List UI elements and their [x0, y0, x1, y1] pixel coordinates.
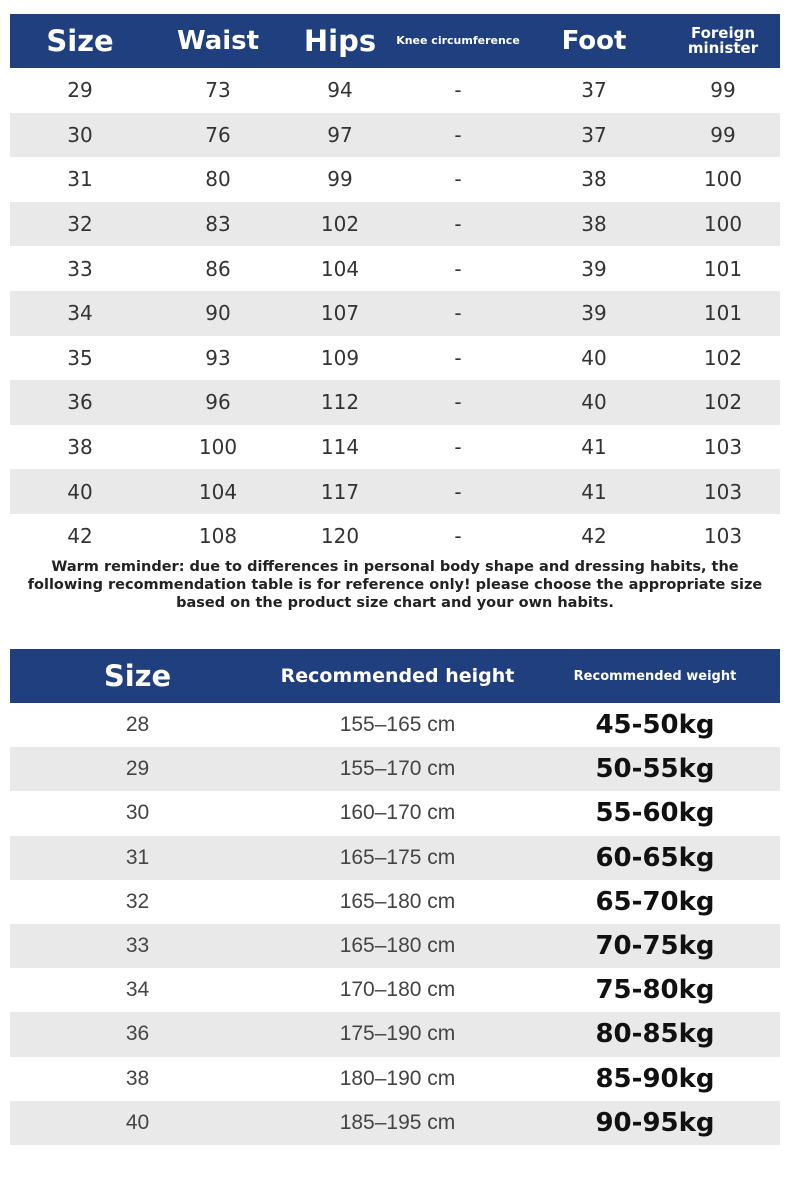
cell-size: 31	[125, 845, 150, 869]
table-row	[10, 968, 780, 1012]
cell-weight: 70-75kg	[595, 931, 715, 962]
table-row	[10, 924, 780, 968]
cell-waist: 73	[205, 78, 231, 103]
cell-foreign-minister: 103	[703, 479, 743, 504]
cell-size: 40	[125, 1110, 150, 1134]
cell-size: 30	[67, 122, 93, 147]
cell-foot: 39	[581, 301, 607, 326]
cell-foot: 40	[581, 345, 607, 370]
cell-size: 35	[67, 345, 93, 370]
cell-knee: -	[454, 390, 462, 415]
cell-waist: 90	[205, 301, 231, 326]
cell-size: 34	[67, 301, 93, 326]
cell-size: 32	[125, 889, 150, 913]
table-row	[10, 380, 780, 425]
cell-weight: 80-85kg	[595, 1019, 715, 1050]
cell-knee: -	[454, 78, 462, 103]
cell-foreign-minister: 102	[703, 345, 743, 370]
cell-weight: 85-90kg	[595, 1063, 715, 1094]
cell-hips: 97	[327, 122, 353, 147]
cell-knee: -	[454, 479, 462, 504]
cell-height: 180–190 cm	[339, 1066, 456, 1090]
cell-size: 36	[67, 390, 93, 415]
cell-size: 34	[125, 978, 150, 1002]
cell-foreign-minister: 99	[710, 122, 736, 147]
cell-waist: 86	[205, 256, 231, 281]
table-row	[10, 291, 780, 336]
cell-size: 38	[67, 435, 93, 460]
cell-knee: -	[454, 256, 462, 281]
recommendation-header	[10, 649, 780, 703]
cell-height: 175–190 cm	[339, 1022, 456, 1046]
cell-waist: 83	[205, 212, 231, 237]
cell-knee: -	[454, 301, 462, 326]
header-recommended-weight: Recommended weight	[573, 668, 737, 684]
header-waist: Waist	[176, 26, 260, 56]
cell-height: 155–165 cm	[339, 713, 456, 737]
cell-knee: -	[454, 345, 462, 370]
cell-hips: 102	[320, 212, 360, 237]
header-size: Size	[103, 659, 172, 693]
header-foot: Foot	[561, 26, 627, 56]
size-chart-table	[10, 14, 780, 559]
table-row	[10, 747, 780, 791]
cell-knee: -	[454, 122, 462, 147]
cell-size: 40	[67, 479, 93, 504]
cell-size: 42	[67, 524, 93, 549]
table-row	[10, 246, 780, 291]
cell-height: 170–180 cm	[339, 978, 456, 1002]
header-hips: Hips	[303, 24, 377, 58]
cell-foot: 37	[581, 78, 607, 103]
cell-waist: 76	[205, 122, 231, 147]
header-foreign-minister: Foreign minister	[687, 24, 759, 57]
cell-knee: -	[454, 524, 462, 549]
cell-knee: -	[454, 212, 462, 237]
table-row	[10, 1101, 780, 1145]
header-recommended-height: Recommended height	[280, 665, 515, 687]
cell-foot: 39	[581, 256, 607, 281]
cell-hips: 112	[320, 390, 360, 415]
table-row	[10, 836, 780, 880]
cell-knee: -	[454, 435, 462, 460]
header-size: Size	[46, 24, 114, 58]
cell-foot: 38	[581, 212, 607, 237]
table-row	[10, 113, 780, 158]
table-row	[10, 68, 780, 113]
cell-hips: 117	[320, 479, 360, 504]
cell-size: 28	[125, 713, 150, 737]
cell-foreign-minister: 101	[703, 301, 743, 326]
cell-foreign-minister: 103	[703, 524, 743, 549]
cell-hips: 104	[320, 256, 360, 281]
cell-waist: 80	[205, 167, 231, 192]
cell-waist: 104	[198, 479, 238, 504]
size-chart-header	[10, 14, 780, 68]
cell-weight: 65-70kg	[595, 886, 715, 917]
cell-hips: 120	[320, 524, 360, 549]
table-row	[10, 157, 780, 202]
cell-size: 29	[67, 78, 93, 103]
cell-waist: 93	[205, 345, 231, 370]
cell-foot: 37	[581, 122, 607, 147]
table-row	[10, 514, 780, 559]
header-knee: Knee circumference	[396, 34, 520, 47]
cell-foot: 41	[581, 479, 607, 504]
cell-waist: 108	[198, 524, 238, 549]
cell-foreign-minister: 100	[703, 212, 743, 237]
cell-waist: 100	[198, 435, 238, 460]
cell-height: 155–170 cm	[339, 757, 456, 781]
cell-size: 36	[125, 1022, 150, 1046]
warm-reminder-note: Warm reminder: due to differences in personal body shape and dressing habits, the following recommendation table is for reference only! please choose the appropriate size based on the product size chart and your own habits.	[27, 559, 763, 611]
cell-foreign-minister: 102	[703, 390, 743, 415]
cell-weight: 50-55kg	[595, 754, 715, 785]
cell-height: 165–180 cm	[339, 934, 456, 958]
table-row	[10, 469, 780, 514]
table-row	[10, 791, 780, 835]
cell-height: 165–175 cm	[339, 845, 456, 869]
cell-weight: 75-80kg	[595, 975, 715, 1006]
cell-knee: -	[454, 167, 462, 192]
cell-height: 185–195 cm	[339, 1110, 456, 1134]
table-row	[10, 1012, 780, 1056]
cell-hips: 99	[327, 167, 353, 192]
cell-foreign-minister: 100	[703, 167, 743, 192]
table-row	[10, 880, 780, 924]
cell-size: 33	[125, 934, 150, 958]
cell-hips: 114	[320, 435, 360, 460]
cell-height: 165–180 cm	[339, 889, 456, 913]
cell-hips: 107	[320, 301, 360, 326]
cell-foot: 42	[581, 524, 607, 549]
cell-size: 30	[125, 801, 150, 825]
table-row	[10, 202, 780, 247]
cell-foreign-minister: 103	[703, 435, 743, 460]
table-row	[10, 703, 780, 747]
table-row	[10, 425, 780, 470]
cell-size: 38	[125, 1066, 150, 1090]
cell-weight: 55-60kg	[595, 798, 715, 829]
cell-waist: 96	[205, 390, 231, 415]
cell-size: 29	[125, 757, 150, 781]
cell-weight: 60-65kg	[595, 842, 715, 873]
cell-foreign-minister: 101	[703, 256, 743, 281]
cell-size: 31	[67, 167, 93, 192]
table-row	[10, 1057, 780, 1101]
cell-foot: 38	[581, 167, 607, 192]
cell-foot: 41	[581, 435, 607, 460]
cell-size: 33	[67, 256, 93, 281]
cell-weight: 45-50kg	[595, 710, 715, 741]
recommendation-table	[10, 649, 780, 1145]
cell-foot: 40	[581, 390, 607, 415]
cell-size: 32	[67, 212, 93, 237]
cell-hips: 94	[327, 78, 353, 103]
table-row	[10, 336, 780, 381]
cell-height: 160–170 cm	[339, 801, 456, 825]
cell-foreign-minister: 99	[710, 78, 736, 103]
cell-hips: 109	[320, 345, 360, 370]
cell-weight: 90-95kg	[595, 1107, 715, 1138]
